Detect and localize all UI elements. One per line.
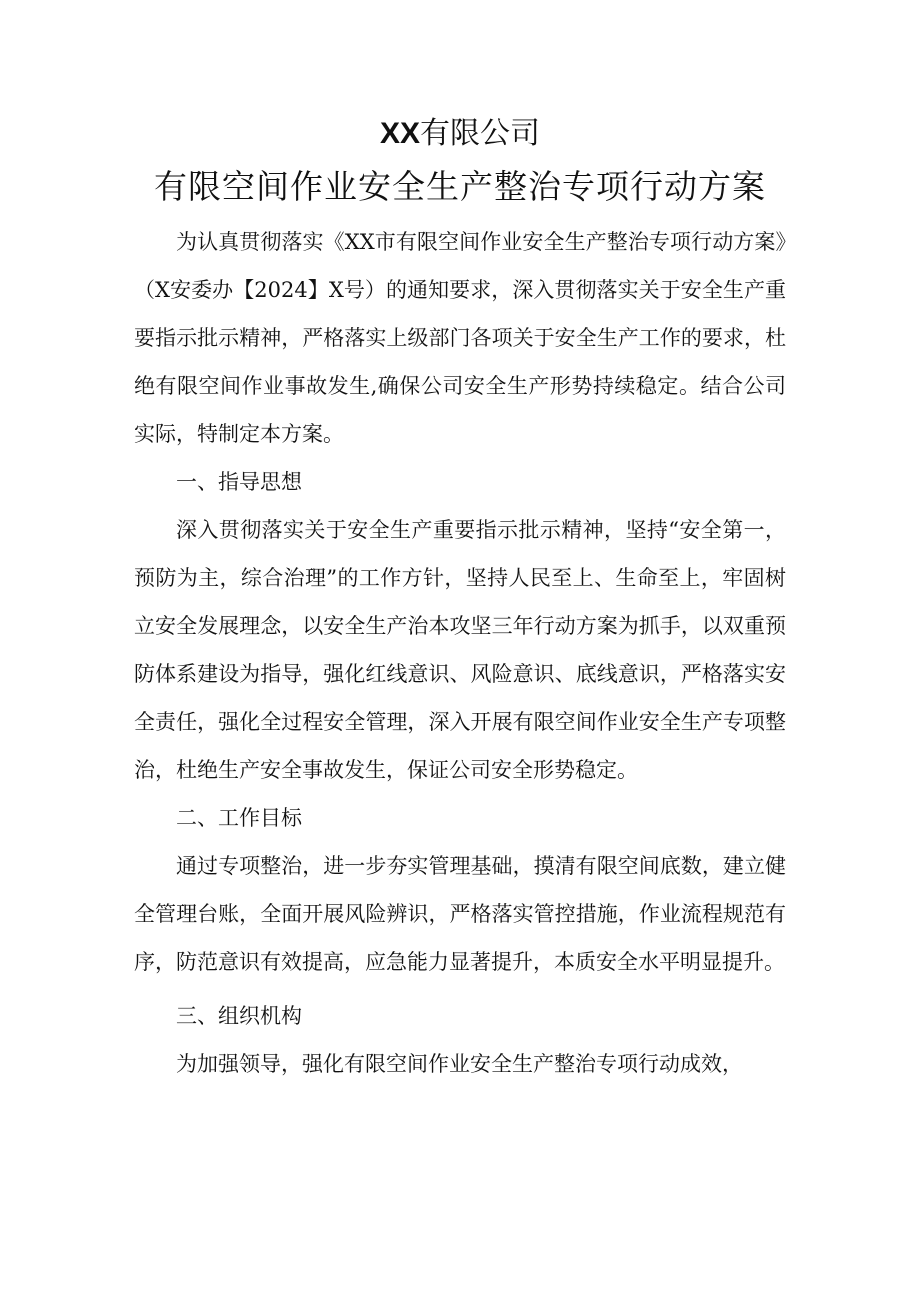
document-body [134, 218, 786, 1088]
section-text-guiding-ideology: 深入贯彻落实关于安全生产重要指示批示精神，坚持“安全第一，预防为主，综合治理”的工作方针，坚持人民至上、生命至上，牢固树立安全发展理念，以安全生产治本攻坚三年行动方案为抓手，以双重预防体系建设为指导，强化红线意识、风险意识、底线意识，严格落实安全责任，强化全过程安全管理，深入开展有限空间作业安全生产专项整治，杜绝生产安全事故发生，保证公司安全形势稳定。 [134, 518, 786, 782]
section-text-work-goals: 通过专项整治，进一步夯实管理基础，摸清有限空间底数，建立健全管理台账，全面开展风险辨识，严格落实管控措施，作业流程规范有序，防范意识有效提高，应急能力显著提升，本质安全水平明显提升。 [134, 854, 786, 974]
section-text-organization: 为加强领导，强化有限空间作业安全生产整治专项行动成效， [176, 1052, 743, 1076]
intro-paragraph: 为认真贯彻落实《XX市有限空间作业安全生产整治专项行动方案》（X安委办【2024】X号）的通知要求，深入贯彻落实关于安全生产重要指示批示精神，严格落实上级部门各项关于安全生产工作的要求，杜绝有限空间作业事故发生,确保公司安全生产形势持续稳定。结合公司实际，特制定本方案。 [134, 230, 786, 446]
company-title [0, 110, 920, 158]
company-title-prefix: XX [379, 117, 421, 150]
section-heading-organization: 三、组织机构 [176, 1004, 302, 1028]
section-heading-work-goals: 二、工作目标 [176, 806, 302, 830]
company-title-suffix: 有限公司 [420, 116, 541, 151]
section-heading-guiding-ideology: 一、指导思想 [176, 470, 302, 494]
document-title: 有限空间作业安全生产整治专项行动方案 [154, 167, 766, 206]
